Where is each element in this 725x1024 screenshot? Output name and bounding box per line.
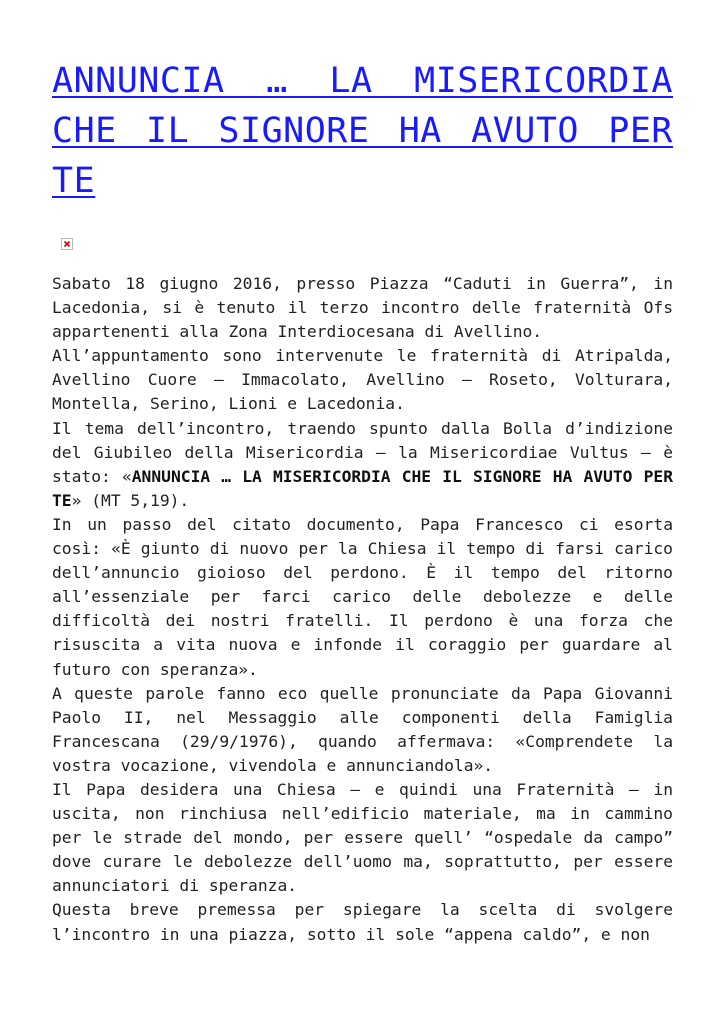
broken-image-icon [61, 238, 73, 250]
article-title-link[interactable]: ANNUNCIA … LA MISERICORDIA CHE IL SIGNORE HA AVUTO PER TE [52, 61, 673, 201]
theme-text-before: Il tema dell’incontro, traendo spunto dalla Bolla d’indizione del Giubileo della Misericordia – la Misericordiae Vultus – è stato: « [52, 418, 673, 486]
article-body [52, 272, 673, 947]
theme-text-after: » (MT 5,19). [71, 490, 190, 510]
theme-bold-title: ANNUNCIA … LA MISERICORDIA CHE IL SIGNORE HA AVUTO PER TE [52, 466, 673, 510]
article-title [52, 56, 673, 206]
paragraph-premise: Questa breve premessa per spiegare la scelta di svolgere l’incontro in una piazza, sotto il sole “appena caldo”, e non [52, 900, 673, 944]
paragraph-event-intro: Sabato 18 giugno 2016, presso Piazza “Caduti in Guerra”, in Lacedonia, si è tenuto il terzo incontro delle fraternità Ofs appartenenti alla Zona Interdiocesana di Avellino. [52, 274, 673, 342]
paragraph-john-paul-quote: A queste parole fanno eco quelle pronunciate da Papa Giovanni Paolo II, nel Messaggio alle componenti della Famiglia Francescana (29/9/1976), quando affermava: «Comprendete la vostra vocazione, vivendola e annunciandola». [52, 683, 673, 775]
paragraph-fraternities: All’appuntamento sono intervenute le fraternità di Atripalda, Avellino Cuore – Immacolato, Avellino – Roseto, Volturara, Montella, Serino, Lioni e Lacedonia. [52, 346, 673, 414]
paragraph-church-outgoing: Il Papa desidera una Chiesa – e quindi una Fraternità – in uscita, non rinchiusa nell’edificio materiale, ma in cammino per le strade del mondo, per essere quell’ “ospedale da campo” dove curare le debolezze dell’uomo ma, soprattutto, per essere annunciatori di speranza. [52, 779, 673, 896]
article [52, 0, 673, 944]
broken-image-x-mark [62, 239, 72, 249]
paragraph-pope-francis-quote: In un passo del citato documento, Papa Francesco ci esorta così: «È giunto di nuovo per la Chiesa il tempo di farsi carico dell’annuncio gioioso del perdono. È il tempo del ritorno all’essenziale per farci carico delle debolezze e delle difficoltà dei nostri fratelli. Il perdono è una forza che risuscita a vita nuova e infonde il coraggio per guardare al futuro con speranza». [52, 514, 673, 679]
paragraph-theme [52, 417, 673, 513]
